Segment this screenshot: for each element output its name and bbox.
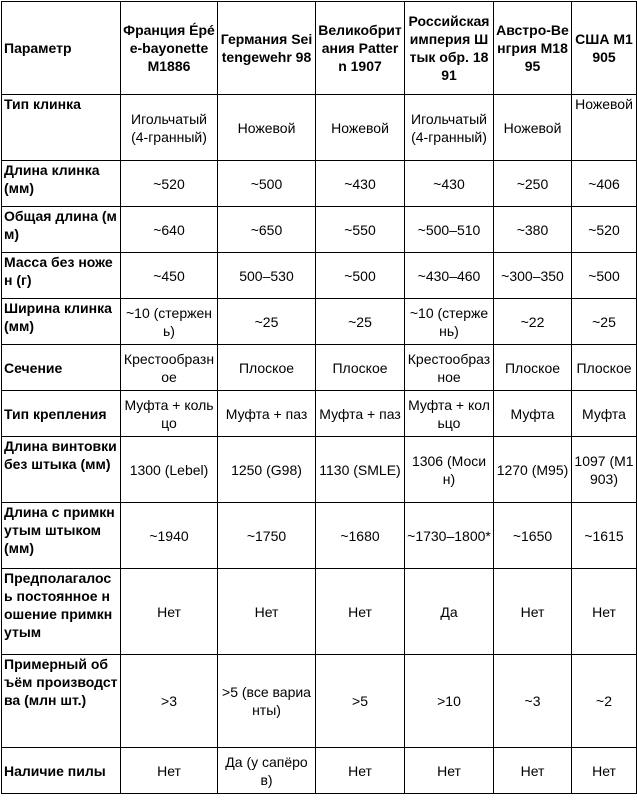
row-label: Тип крепления [2,391,121,437]
cell-britain: Муфта + паз [316,391,405,437]
cell-france: Крестообразное [121,345,218,391]
cell-usa: Нет [572,748,637,794]
header-austria-hungary: Австро-Венгрия M1895 [494,2,572,95]
cell-usa: ~1615 [572,503,637,569]
row-label: Общая длина (мм) [2,207,121,253]
cell-britain: ~550 [316,207,405,253]
cell-britain: ~25 [316,299,405,345]
header-germany: Германия Seitengewehr 98 [218,2,316,95]
header-usa: США M1905 [572,2,637,95]
header-russia: Российская империя Штык обр. 1891 [405,2,494,95]
cell-france: Нет [121,748,218,794]
cell-austria-hungary: Нет [494,569,572,655]
header-britain: Великобритания Pattern 1907 [316,2,405,95]
cell-britain: ~500 [316,253,405,299]
cell-britain: Нет [316,748,405,794]
row-label: Масса без ножен (г) [2,253,121,299]
cell-france: ~520 [121,161,218,207]
row-label: Тип клинка [2,95,121,161]
row-mount-type [2,391,637,437]
cell-germany: Плоское [218,345,316,391]
cell-russia: ~1730–1800* [405,503,494,569]
cell-france: Нет [121,569,218,655]
cell-usa: Муфта [572,391,637,437]
row-blade-length [2,161,637,207]
cell-germany: ~25 [218,299,316,345]
cell-russia: Игольчатый (4-гранный) [405,95,494,161]
header-parameter: Параметр [2,2,121,95]
cell-britain: ~1680 [316,503,405,569]
row-saw [2,748,637,794]
cell-russia: 1306 (Мосин) [405,437,494,503]
cell-germany: ~650 [218,207,316,253]
cell-russia: Нет [405,748,494,794]
cell-russia: Крестообразное [405,345,494,391]
cell-russia: ~430–460 [405,253,494,299]
cell-france: 1300 (Lebel) [121,437,218,503]
cell-germany: Нет [218,569,316,655]
cell-germany: 500–530 [218,253,316,299]
cell-germany: 1250 (G98) [218,437,316,503]
row-mass [2,253,637,299]
cell-usa: 1097 (M1903) [572,437,637,503]
cell-russia: ~430 [405,161,494,207]
header-france: Франция Épée-bayonette M1886 [121,2,218,95]
cell-austria-hungary: Плоское [494,345,572,391]
cell-austria-hungary: ~250 [494,161,572,207]
cell-austria-hungary: ~1650 [494,503,572,569]
cell-britain: Плоское [316,345,405,391]
cell-austria-hungary: ~300–350 [494,253,572,299]
cell-usa: ~520 [572,207,637,253]
cell-britain: Ножевой [316,95,405,161]
cell-usa: Плоское [572,345,637,391]
cell-usa: ~2 [572,655,637,748]
row-rifle-length [2,437,637,503]
cell-france: ~1940 [121,503,218,569]
row-label: Длина с примкнутым штыком (мм) [2,503,121,569]
cell-france: ~10 (стержень) [121,299,218,345]
cell-austria-hungary: ~380 [494,207,572,253]
cell-austria-hungary: ~22 [494,299,572,345]
cell-usa: Ножевой [572,95,637,161]
cell-britain: Нет [316,569,405,655]
cell-germany: ~500 [218,161,316,207]
cell-usa: ~406 [572,161,637,207]
cell-russia: Да [405,569,494,655]
cell-germany: ~1750 [218,503,316,569]
cell-usa: Нет [572,569,637,655]
cell-russia: ~500–510 [405,207,494,253]
row-label: Сечение [2,345,121,391]
row-total-length [2,207,637,253]
cell-germany: Ножевой [218,95,316,161]
cell-britain: ~430 [316,161,405,207]
cell-france: ~640 [121,207,218,253]
cell-france: Игольчатый (4-гранный) [121,95,218,161]
cell-austria-hungary: Муфта [494,391,572,437]
cell-france: >3 [121,655,218,748]
row-permanent-carry [2,569,637,655]
cell-austria-hungary: 1270 (M95) [494,437,572,503]
cell-austria-hungary: Нет [494,748,572,794]
cell-russia: Муфта + кольцо [405,391,494,437]
cell-britain: 1130 (SMLE) [316,437,405,503]
row-cross-section [2,345,637,391]
cell-russia: >10 [405,655,494,748]
row-label: Примерный объём производства (млн шт.) [2,655,121,748]
cell-russia: ~10 (стержень) [405,299,494,345]
row-blade-type [2,95,637,161]
row-length-with-bayonet [2,503,637,569]
row-production-volume [2,655,637,748]
row-label: Длина клинка (мм) [2,161,121,207]
cell-austria-hungary: ~3 [494,655,572,748]
header-row [2,2,637,95]
row-label: Наличие пилы [2,748,121,794]
cell-usa: ~25 [572,299,637,345]
row-label: Ширина клинка (мм) [2,299,121,345]
cell-france: Муфта + кольцо [121,391,218,437]
cell-germany: Да (у сапёров) [218,748,316,794]
cell-britain: >5 [316,655,405,748]
cell-usa: ~500 [572,253,637,299]
cell-austria-hungary: Ножевой [494,95,572,161]
cell-germany: Муфта + паз [218,391,316,437]
row-label: Длина винтовки без штыка (мм) [2,437,121,503]
cell-france: ~450 [121,253,218,299]
cell-germany: >5 (все варианты) [218,655,316,748]
row-label: Предполагалось постоянное ношение примкнутым [2,569,121,655]
row-blade-width [2,299,637,345]
bayonet-comparison-table [1,1,637,794]
